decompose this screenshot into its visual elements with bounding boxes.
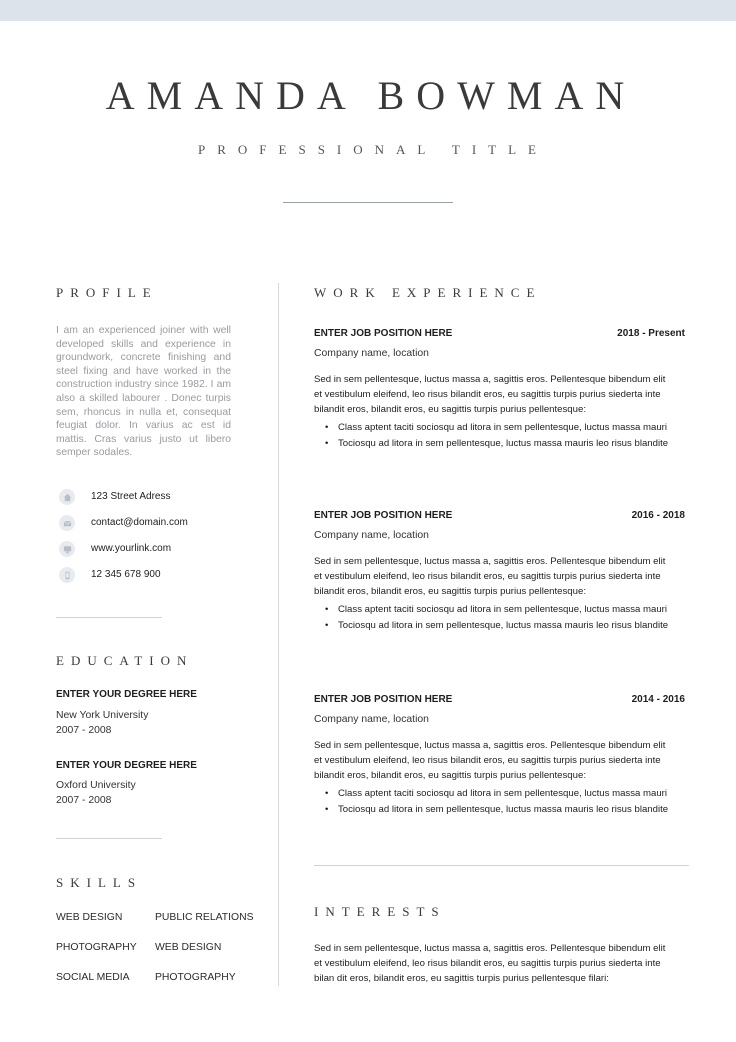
job-entry [314, 694, 689, 844]
contact-address [56, 489, 256, 507]
school-name: New York University [56, 710, 149, 721]
interests-text [314, 941, 689, 986]
left-divider-2 [56, 838, 162, 839]
school-years: 2007 - 2008 [56, 795, 112, 806]
job-entry [314, 510, 689, 660]
job-company: Company name, location [314, 714, 429, 725]
bullet-text: Tociosqu ad litora in sem pellentesque, luctus massa mauris leo risus blandite [338, 803, 669, 815]
job-dates: 2014 - 2016 [631, 694, 685, 705]
contact-email[interactable] [56, 515, 256, 533]
job-bullets [314, 420, 689, 451]
contact-phone [56, 567, 256, 585]
monitor-icon [59, 541, 75, 557]
education-heading: EDUCATION [56, 653, 194, 668]
interests-line: bilan dit eros, bilandit eros, eu sagittis turpis purius pellentesque filari: [314, 973, 609, 984]
job-company: Company name, location [314, 348, 429, 359]
professional-title: PROFESSIONAL TITLE [198, 142, 548, 157]
job-dates: 2018 - Present [617, 328, 685, 339]
description-line: Sed in sem pellentesque, luctus massa a, sagittis eros. Pellentesque bibendum elit [314, 374, 666, 385]
job-bullets [314, 602, 689, 633]
interests-line: et vestibulum eleifend, leo risus bilandit eros, eu sagittis turpis purius siederta inte [314, 958, 661, 969]
bullet-dot: • [325, 604, 329, 615]
home-icon [59, 489, 75, 505]
school-name: Oxford University [56, 780, 136, 791]
bullet-item [325, 802, 689, 818]
header-divider [283, 202, 453, 203]
bullet-item [325, 618, 689, 634]
job-bullets [314, 786, 689, 817]
skill-item: PHOTOGRAPHY [56, 942, 137, 953]
job-dates: 2016 - 2018 [631, 510, 685, 521]
left-divider-1 [56, 617, 162, 618]
skill-item: PHOTOGRAPHY [155, 972, 236, 983]
bullet-text: Class aptent taciti sociosqu ad litora in sem pellentesque, luctus massa mauri [338, 788, 668, 799]
job-position: ENTER JOB POSITION HERE [314, 694, 453, 705]
job-position: ENTER JOB POSITION HERE [314, 328, 453, 339]
description-line: bilandit eros, bilandit eros, eu sagittis turpis purius pellentesque: [314, 770, 586, 781]
work-experience-heading: WORK EXPERIENCE [314, 285, 542, 300]
skills-heading: SKILLS [56, 875, 143, 890]
bullet-text: Tociosqu ad litora in sem pellentesque, luctus massa mauris leo risus blandite [338, 619, 669, 631]
candidate-name: AMANDA BOWMAN [105, 73, 637, 118]
phone-icon [59, 567, 75, 583]
job-company: Company name, location [314, 530, 429, 541]
website-link[interactable]: www.yourlink.com [91, 543, 172, 554]
description-line: et vestibulum eleifend, leo risus bilandit eros, eu sagittis turpis purius siederta inte [314, 389, 661, 400]
email-link[interactable]: contact@domain.com [91, 517, 188, 528]
skill-item: WEB DESIGN [155, 942, 222, 953]
bullet-item [325, 436, 689, 452]
bullet-dot: • [325, 422, 329, 433]
phone-text: 12 345 678 900 [91, 569, 161, 580]
bullet-item [325, 786, 689, 802]
description-line: bilandit eros, bilandit eros, eu sagittis turpis purius pellentesque: [314, 404, 586, 415]
bullet-text: Class aptent taciti sociosqu ad litora in sem pellentesque, luctus massa mauri [338, 422, 668, 433]
job-description [314, 372, 689, 417]
skill-item: PUBLIC RELATIONS [155, 912, 254, 923]
profile-text: I am an experienced joiner with well developed skills and experience in groundwork, concrete finishing and steel fixing and have worked in the construction industry since 1982. I am also a skilled labourer . Donec turpis sem, rhoncus in nulla et, consequat feugiat dolor. In varius ac est id mattis. Cras varius justo ut libero semper sodales. [56, 325, 231, 459]
description-line: et vestibulum eleifend, leo risus bilandit eros, eu sagittis turpis purius siederta inte [314, 755, 661, 766]
address-text: 123 Street Adress [91, 491, 171, 502]
description-line: Sed in sem pellentesque, luctus massa a, sagittis eros. Pellentesque bibendum elit [314, 740, 666, 751]
profile-heading: PROFILE [56, 285, 158, 300]
bullet-text: Class aptent taciti sociosqu ad litora in sem pellentesque, luctus massa mauri [338, 604, 668, 615]
contact-website[interactable] [56, 541, 256, 559]
job-description [314, 738, 689, 783]
job-position: ENTER JOB POSITION HERE [314, 510, 453, 521]
bullet-text: Tociosqu ad litora in sem pellentesque, luctus massa mauris leo risus blandite [338, 437, 669, 449]
degree-title: ENTER YOUR DEGREE HERE [56, 760, 197, 771]
job-entry [314, 328, 689, 478]
bullet-dot: • [325, 437, 329, 449]
description-line: et vestibulum eleifend, leo risus bilandit eros, eu sagittis turpis purius siederta inte [314, 571, 661, 582]
column-divider [278, 283, 279, 986]
right-divider [314, 865, 689, 866]
description-line: bilandit eros, bilandit eros, eu sagittis turpis purius pellentesque: [314, 586, 586, 597]
skill-item: SOCIAL MEDIA [56, 972, 130, 983]
bullet-item [325, 420, 689, 436]
description-line: Sed in sem pellentesque, luctus massa a, sagittis eros. Pellentesque bibendum elit [314, 556, 666, 567]
school-years: 2007 - 2008 [56, 725, 112, 736]
interests-line: Sed in sem pellentesque, luctus massa a, sagittis eros. Pellentesque bibendum elit [314, 943, 666, 954]
bullet-item [325, 602, 689, 618]
bullet-dot: • [325, 619, 329, 631]
bullet-dot: • [325, 788, 329, 799]
job-description [314, 554, 689, 599]
skill-item: WEB DESIGN [56, 912, 123, 923]
interests-heading: INTERESTS [314, 904, 446, 919]
degree-title: ENTER YOUR DEGREE HERE [56, 689, 197, 700]
envelope-icon [59, 515, 75, 531]
top-accent-bar [0, 0, 736, 21]
bullet-dot: • [325, 803, 329, 815]
